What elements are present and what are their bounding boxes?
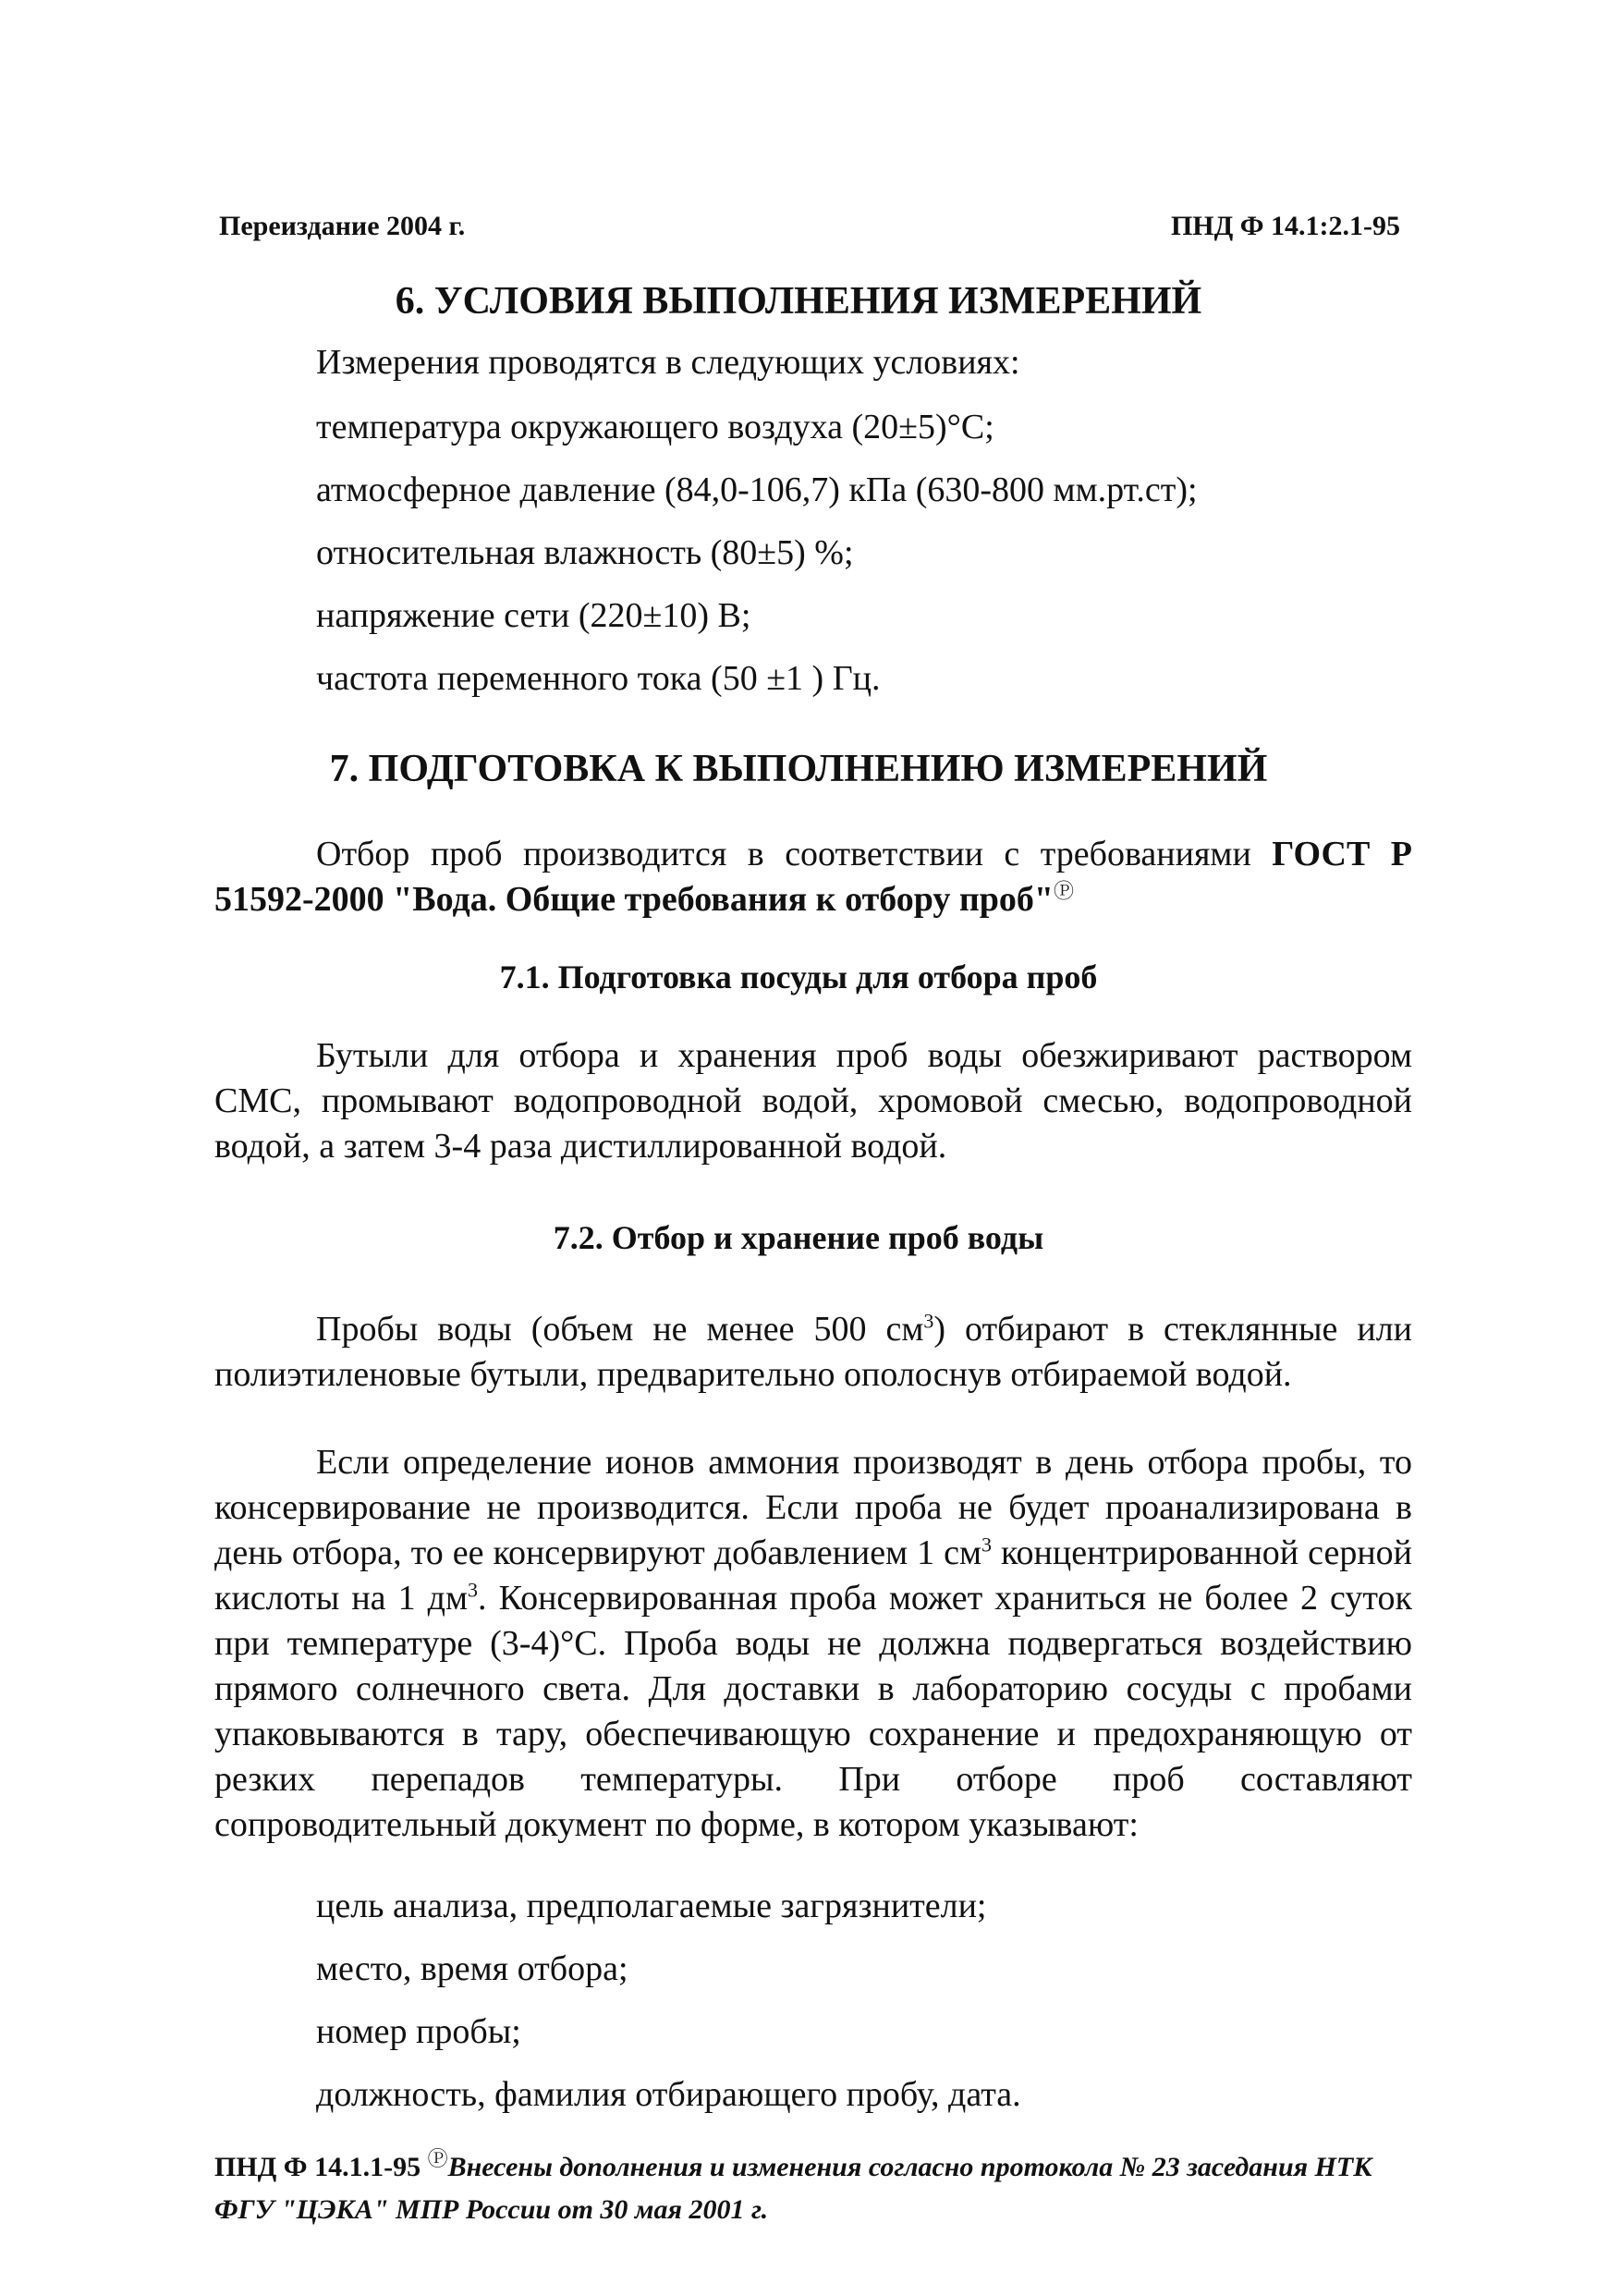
condition-humidity: относительная влажность (80±5) %; [316,533,854,572]
footer-note: ПНД Ф 14.1.1-95 ⓅВнесены дополнения и изменения согласно протокола № 23 заседания НТК ФГУ "ЦЭКА" МПР России от 30 мая 2001 г. [214,2147,1372,2225]
list-item-sample-number: номер пробы; [316,2012,521,2051]
condition-frequency: частота переменного тока (50 ±1 ) Гц. [316,659,881,698]
document-code: ПНД Ф 14.1:2.1-95 [1170,211,1400,241]
subsection-7-2-para-2: Если определение ионов аммония производят в день отбора пробы, то консервирование не производится. Если проба не будет проанализирована в день отбора, то ее консервируют добавлением 1 $см^3$ концентрированной серной кислоты на 1 $дм^3$. Консервированная проба может храниться не более 2 суток при температуре (3-4)°С. Проба воды не должна подвергаться воздействию прямого солнечного света. Для доставки в лабораторию сосуды с пробами упаковываются в тару, обеспечивающую сохранение и предохраняющую от резких перепадов температуры. При отборе проб составляют сопроводительный документ по форме, в котором указывают: [214,1443,1412,1844]
subsection-7-1-text: Бутыли для отбора и хранения проб воды обезжиривают раствором СМС, промывают водопроводной водой, хромовой смесью, водопроводной водой, а затем 3-4 раза дистиллированной водой. [214,1036,1412,1166]
condition-voltage: напряжение сети (220±10) В; [316,596,751,635]
list-item-place-time: место, время отбора; [316,1949,628,1988]
subsection-7-1-title: 7.1. Подготовка посуды для отбора проб [499,959,1098,995]
list-item-purpose: цель анализа, предполагаемые загрязнители; [316,1887,987,1925]
subsection-7-2-title: 7.2. Отбор и хранение проб воды [553,1219,1044,1256]
section-6-title: 6. УСЛОВИЯ ВЫПОЛНЕНИЯ ИЗМЕРЕНИЙ [395,280,1202,323]
section-7-title: 7. ПОДГОТОВКА К ВЫПОЛНЕНИЮ ИЗМЕРЕНИЙ [329,748,1268,790]
subsection-7-2-para-1: Пробы воды (объем не менее 500 $см^3$) отбирают в стеклянные или полиэтиленовые бутыли, предварительно ополоснув отбираемой водой. [214,1309,1412,1394]
condition-temperature: температура окружающего воздуха (20±5)°С; [316,408,994,446]
section-7-intro: Отбор проб производится в соответствии с требованиями ГОСТ Р 51592-2000 "Вода. Общие требования к отбору проб"Ⓟ [214,835,1412,919]
condition-pressure: атмосферное давление (84,0-106,7) кПа (630-800 мм.рт.ст); [316,470,1198,509]
list-item-sampler: должность, фамилия отбирающего пробу, дата. [316,2075,1021,2114]
conditions-intro: Измерения проводятся в следующих условиях: [316,343,1020,382]
reissue-note: Переиздание 2004 г. [219,211,466,241]
